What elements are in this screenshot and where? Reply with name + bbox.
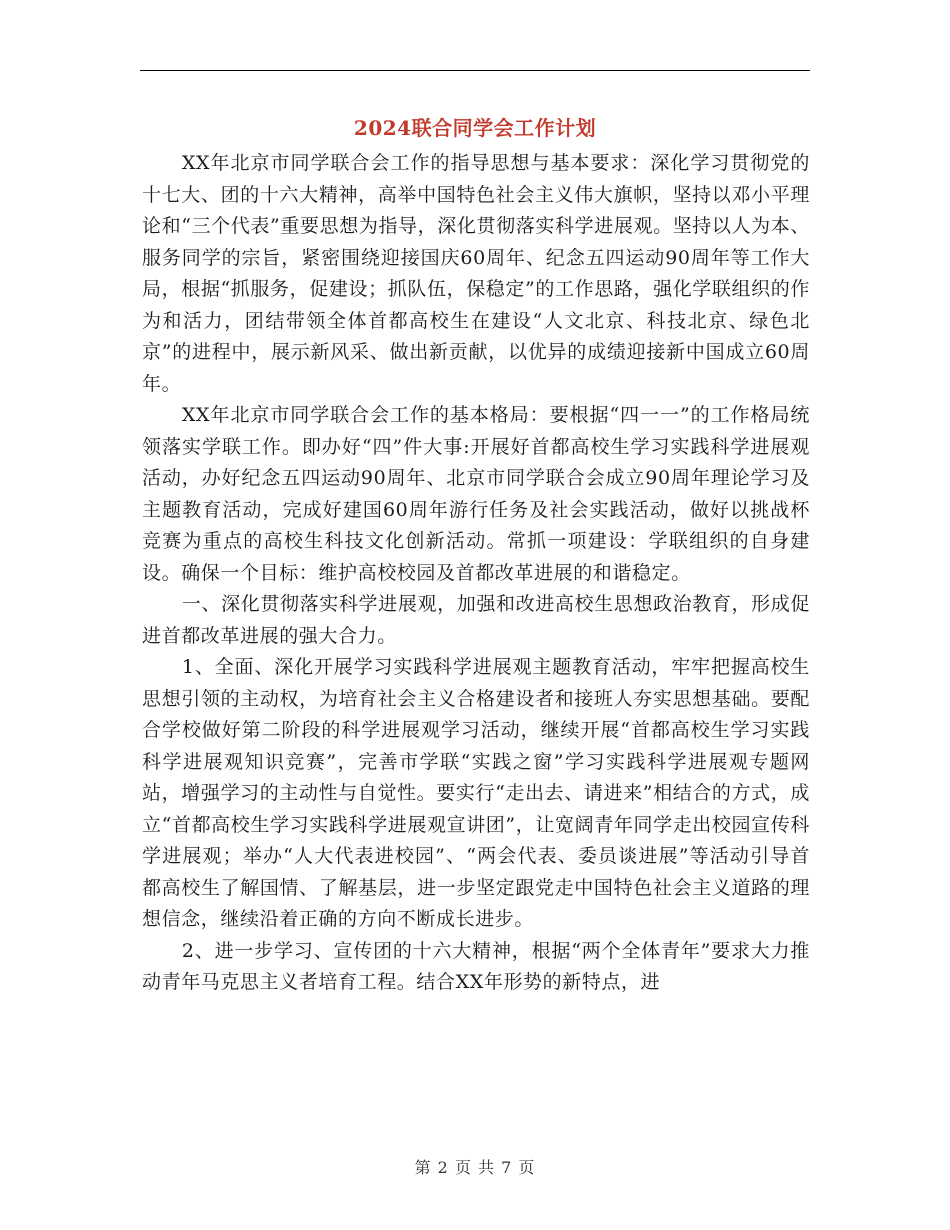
paragraph-basic-pattern: XX年北京市同学联合会工作的基本格局：要根据“四一一”的工作格局统领落实学联工作。即办好“四”件大事:开展好首都高校生学习实践科学进展观活动，办好纪念五四运动90周年、北京市同学联合会成立90周年理论学习及主题教育活动，完成好建国60周年游行任务及社会实践活动，做好以挑战杯竞赛为重点的高校生科技文化创新活动。常抓一项建设：学联组织的自身建设。确保一个目标：维护高校校园及首都改革进展的和谐稳定。 — [142, 404, 810, 584]
paragraph-section-one-heading: 一、深化贯彻落实科学进展观，加强和改进高校生思想政治教育，形成促进首都改革进展的强大合力。 — [142, 593, 810, 647]
page-number: 第 2 页 共 7 页 — [414, 1158, 536, 1177]
paragraph-guiding-thought: XX年北京市同学联合会工作的指导思想与基本要求：深化学习贯彻党的十七大、团的十六大精神，高举中国特色社会主义伟大旗帜，坚持以邓小平理论和“三个代表”重要思想为指导，深化贯彻落实科学进展观。坚持以人为本、服务同学的宗旨，紧密围绕迎接国庆60周年、纪念五四运动90周年等工作大局，根据“抓服务，促建设；抓队伍，保稳定”的工作思路，强化学联组织的作为和活力，团结带领全体首都高校生在建设“人文北京、科技北京、绿色北京”的进程中，展示新风采、做出新贡献，以优异的成绩迎接新中国成立60周年。 — [142, 152, 810, 395]
document-title: 2024联合同学会工作计划 — [353, 116, 597, 140]
paragraph-item-two: 2、进一步学习、宣传团的十六大精神，根据“两个全体青年”要求大力推动青年马克思主义者培育工程。结合XX年形势的新特点，进 — [142, 939, 810, 993]
header-rule — [140, 70, 810, 71]
document-body — [142, 148, 810, 999]
paragraph-item-one: 1、全面、深化开展学习实践科学进展观主题教育活动，牢牢把握高校生思想引领的主动权，为培育社会主义合格建设者和接班人夯实思想基础。要配合学校做好第二阶段的科学进展观学习活动，继续开展“首都高校生学习实践科学进展观知识竞赛”，完善市学联“实践之窗”学习实践科学进展观专题网站，增强学习的主动性与自觉性。要实行“走出去、请进来”相结合的方式，成立“首都高校生学习实践科学进展观宣讲团”，让宽阔青年同学走出校园宣传科学进展观；举办“人大代表进校园”、“两会代表、委员谈进展”等活动引导首都高校生了解国情、了解基层，进一步坚定跟党走中国特色社会主义道路的理想信念，继续沿着正确的方向不断成长进步。 — [142, 656, 810, 930]
